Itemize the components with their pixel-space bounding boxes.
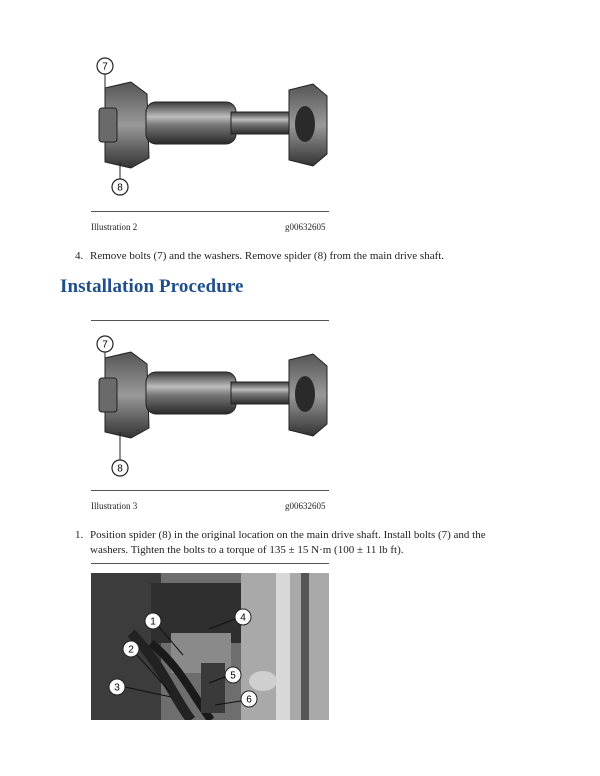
callout-7-label: 7 [102,339,108,351]
illustration-4-top-rule [91,563,329,564]
callout-3-label: 3 [114,682,120,694]
illustration-3-caption: Illustration 3 [91,501,138,511]
illustration-3-photo [91,330,329,480]
callout-7-label: 7 [102,61,108,73]
caption-divider-3 [91,490,329,491]
callout-2-label: 2 [128,644,134,656]
caption-divider-2 [91,211,329,212]
callout-5-label: 5 [230,670,236,682]
step-4-text: Remove bolts (7) and the washers. Remove spider (8) from the main drive shaft. [90,250,445,262]
step-4-number: 4. [75,250,84,262]
illustration-4-photo [91,573,329,720]
illustration-3-top-rule [91,320,329,321]
callout-8-label: 8 [117,182,123,194]
step-1-line-1: Position spider (8) in the original location on the main drive shaft. Install bolts (7) and the [90,529,486,541]
drive-shaft-image-2 [91,330,329,480]
engine-bay-image [91,573,329,720]
section-heading: Installation Procedure [60,276,244,297]
illustration-3-code: g00632605 [285,501,326,511]
illustration-2-code: g00632605 [285,222,326,232]
step-1-line-2: washers. Tighten the bolts to a torque of 135 ± 15 N·m (100 ± 11 lb ft). [90,544,404,556]
step-1 [75,528,555,558]
callout-1-label: 1 [150,616,156,628]
callout-8-label: 8 [117,463,123,475]
drive-shaft-image [91,50,329,210]
callout-6-label: 6 [246,694,252,706]
step-4 [75,249,555,263]
step-1-number: 1. [75,529,84,541]
illustration-2-photo [91,50,329,210]
illustration-2-caption: Illustration 2 [91,222,138,232]
callout-4-label: 4 [240,612,246,624]
